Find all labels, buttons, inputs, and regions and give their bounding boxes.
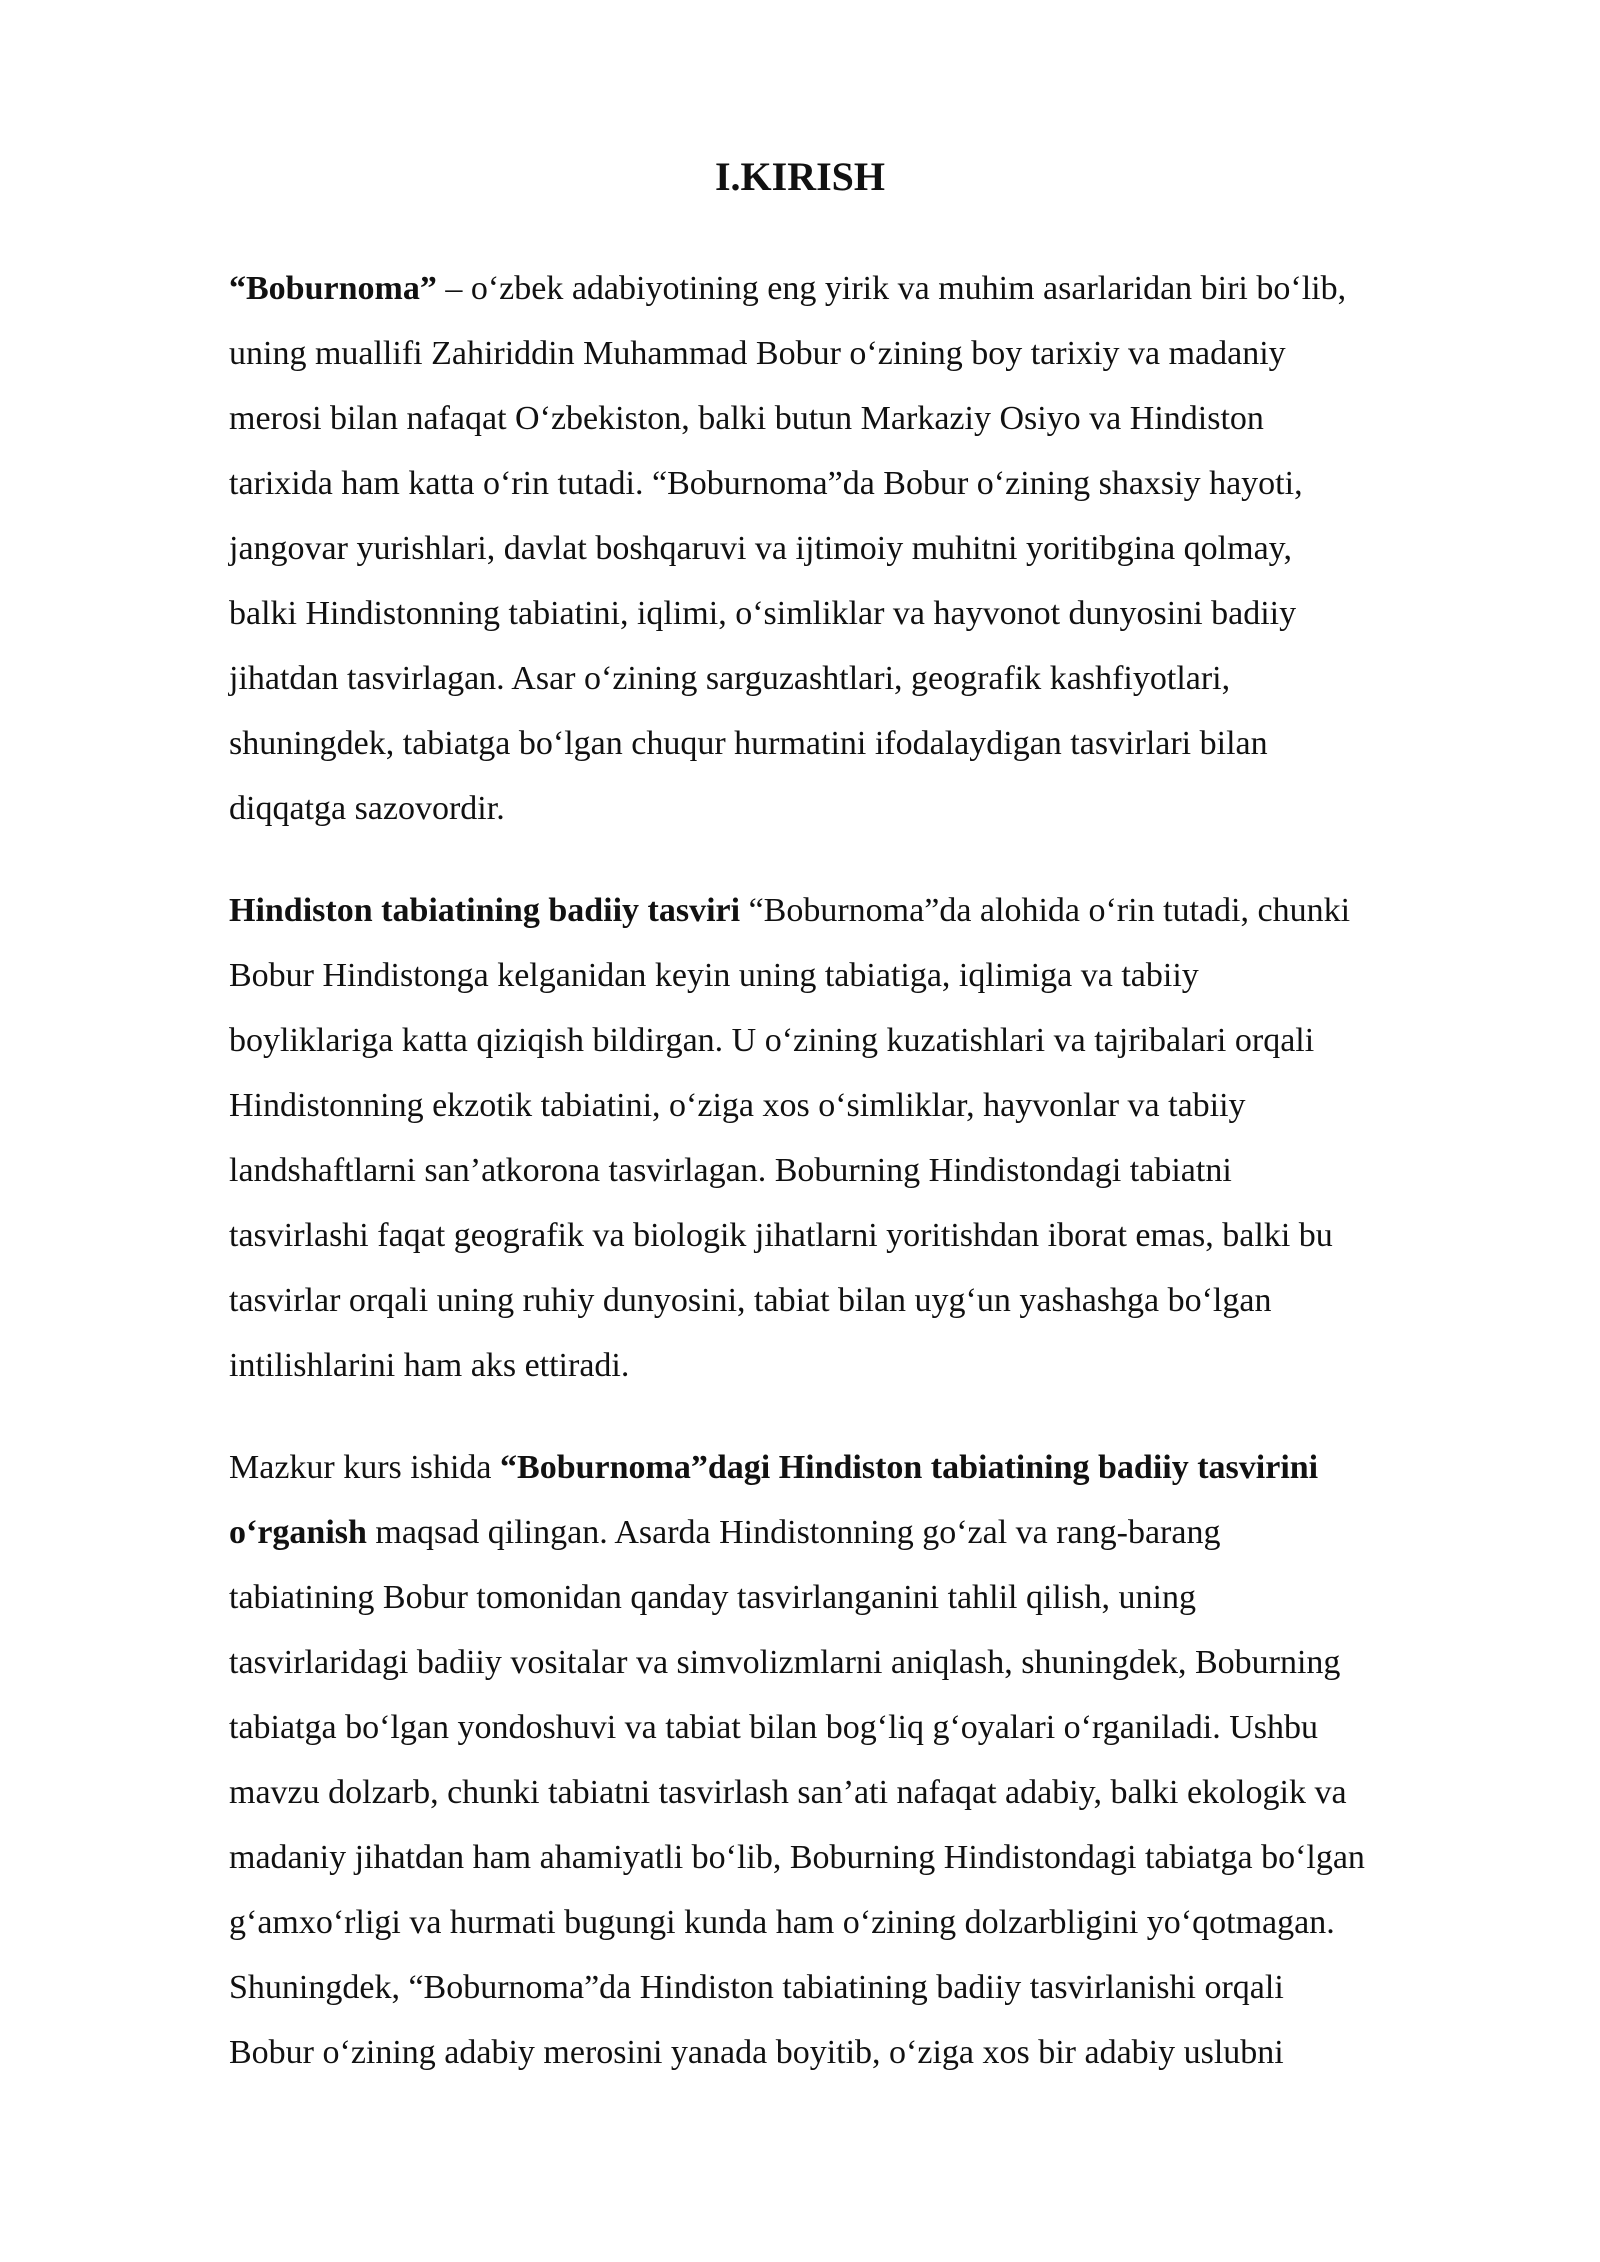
paragraph-line — [229, 256, 1489, 321]
paragraph-line — [229, 1435, 1489, 1500]
paragraph-line: intilishlarini ham aks ettiradi. — [229, 1347, 630, 1384]
paragraph-line: madaniy jihatdan ham ahamiyatli bo‘lib, Boburning Hindistondagi tabiatga bo‘lgan — [229, 1839, 1365, 1876]
paragraph-line: jangovar yurishlari, davlat boshqaruvi va ijtimoiy muhitni yoritibgina qolmay, — [229, 530, 1292, 567]
paragraph-line: shuningdek, tabiatga bo‘lgan chuqur hurmatini ifodalaydigan tasvirlari bilan — [229, 725, 1268, 762]
paragraph-line — [229, 878, 1489, 943]
bold-term: “Boburnoma”dagi Hindiston tabiatining badiiy tasvirini — [500, 1449, 1319, 1486]
paragraph-line: Hindistonning ekzotik tabiatini, o‘ziga xos o‘simliklar, hayvonlar va tabiiy — [229, 1087, 1246, 1124]
page-title: I.KIRISH — [714, 154, 886, 199]
bold-term: o‘rganish — [229, 1514, 367, 1551]
paragraph-line: diqqatga sazovordir. — [229, 790, 505, 827]
paragraph-3 — [229, 1435, 1489, 2085]
paragraph-line: tasvirlashi faqat geografik va biologik jihatlarni yoritishdan iborat emas, balki bu — [229, 1217, 1333, 1254]
paragraph-line: jihatdan tasvirlagan. Asar o‘zining sarguzashtlari, geografik kashfiyotlari, — [229, 660, 1231, 697]
paragraph-line: Shuningdek, “Boburnoma”da Hindiston tabiatining badiiy tasvirlanishi orqali — [229, 1969, 1284, 2006]
paragraph-text: – o‘zbek adabiyotining eng yirik va muhim asarlaridan biri bo‘lib, — [436, 270, 1347, 307]
paragraph-text: Mazkur kurs ishida — [229, 1449, 501, 1486]
paragraph-line: tasvirlaridagi badiiy vositalar va simvolizmlarni aniqlash, shuningdek, Boburning — [229, 1644, 1341, 1681]
paragraph-line: tasvirlar orqali uning ruhiy dunyosini, tabiat bilan uyg‘un yashashga bo‘lgan — [229, 1282, 1272, 1319]
bold-term: “Boburnoma” — [229, 270, 437, 307]
paragraph-line: tabiatga bo‘lgan yondoshuvi va tabiat bilan bog‘liq g‘oyalari o‘rganiladi. Ushbu — [229, 1709, 1319, 1746]
paragraph-1 — [229, 256, 1489, 841]
bold-term: Hindiston tabiatining badiiy tasviri — [229, 892, 741, 929]
paragraph-line: Bobur o‘zining adabiy merosini yanada boyitib, o‘ziga xos bir adabiy uslubni — [229, 2034, 1284, 2071]
paragraph-line: balki Hindistonning tabiatini, iqlimi, o‘simliklar va hayvonot dunyosini badiiy — [229, 595, 1297, 632]
paragraph-text: maqsad qilingan. Asarda Hindistonning go‘zal va rang-barang — [366, 1514, 1221, 1551]
paragraph-line: merosi bilan nafaqat O‘zbekiston, balki butun Markaziy Osiyo va Hindiston — [229, 400, 1264, 437]
paragraph-line: boyliklariga katta qiziqish bildirgan. U o‘zining kuzatishlari va tajribalari orqali — [229, 1022, 1315, 1059]
paragraph-line: Bobur Hindistonga kelganidan keyin uning tabiatiga, iqlimiga va tabiiy — [229, 957, 1199, 994]
paragraph-line — [229, 1500, 1489, 1565]
paragraph-line: tabiatining Bobur tomonidan qanday tasvirlanganini tahlil qilish, uning — [229, 1579, 1196, 1616]
paragraph-line: tarixida ham katta o‘rin tutadi. “Boburnoma”da Bobur o‘zining shaxsiy hayoti, — [229, 465, 1303, 502]
paragraph-2 — [229, 878, 1489, 1398]
paragraph-text: “Boburnoma”da alohida o‘rin tutadi, chunki — [740, 892, 1351, 929]
paragraph-line: landshaftlarni san’atkorona tasvirlagan. Boburning Hindistondagi tabiatni — [229, 1152, 1232, 1189]
document-body — [229, 256, 1489, 2122]
paragraph-line: g‘amxo‘rligi va hurmati bugungi kunda ham o‘zining dolzarbligini yo‘qotmagan. — [229, 1904, 1335, 1941]
paragraph-line: uning muallifi Zahiriddin Muhammad Bobur o‘zining boy tarixiy va madaniy — [229, 335, 1286, 372]
paragraph-line: mavzu dolzarb, chunki tabiatni tasvirlash san’ati nafaqat adabiy, balki ekologik va — [229, 1774, 1347, 1811]
